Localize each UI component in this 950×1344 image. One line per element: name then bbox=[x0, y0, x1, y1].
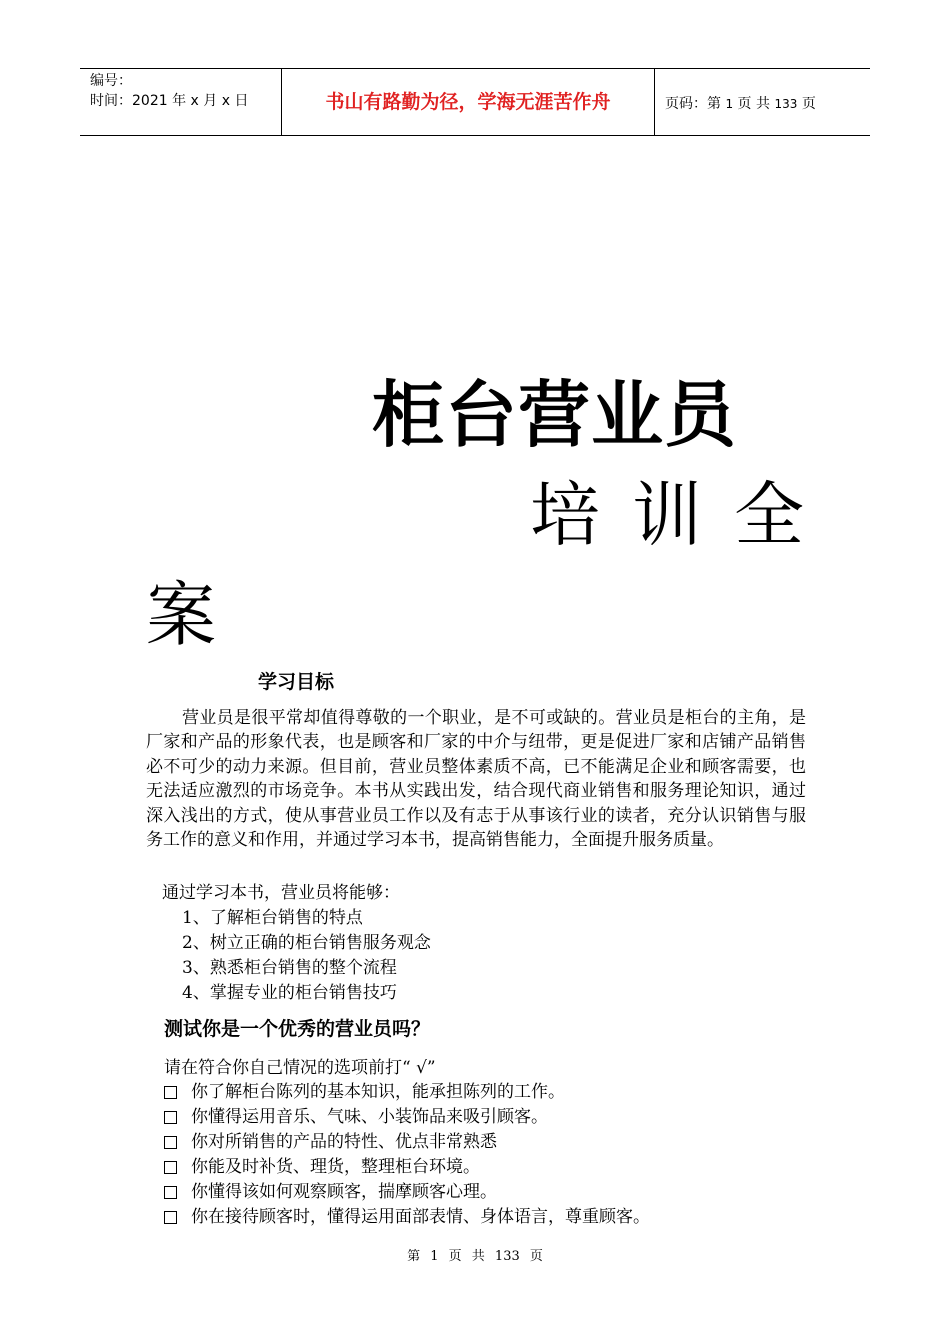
page-footer: 第 1 页 共 133 页 bbox=[407, 1249, 543, 1264]
checklist-item-label: 你在接待顾客时，懂得运用面部表情、身体语言，尊重顾客。 bbox=[191, 1207, 650, 1227]
test-checklist bbox=[160, 1080, 650, 1230]
test-instruction: 请在符合你自己情况的选项前打“ √” bbox=[164, 1058, 436, 1078]
page-middle: 页 共 bbox=[737, 96, 770, 112]
checklist-item-label: 你能及时补货、理货，整理柜台环境。 bbox=[191, 1157, 480, 1177]
list-item: 1、了解柜台销售的特点 bbox=[182, 908, 363, 928]
checkbox[interactable] bbox=[164, 1111, 177, 1124]
checklist-item bbox=[160, 1205, 650, 1230]
document-header bbox=[80, 68, 870, 136]
checkbox[interactable] bbox=[164, 1136, 177, 1149]
objectives-heading: 学习目标 bbox=[258, 671, 335, 693]
title-line-1: 柜台营业员 bbox=[372, 373, 738, 457]
header-meta bbox=[80, 69, 282, 135]
document-number-label: 编号： bbox=[90, 73, 132, 89]
list-item: 4、掌握专业的柜台销售技巧 bbox=[182, 983, 397, 1003]
page-current: 1 bbox=[725, 97, 734, 111]
page-prefix: 页码：第 bbox=[665, 96, 721, 112]
header-page-info bbox=[665, 69, 816, 135]
checklist-item bbox=[160, 1130, 650, 1155]
checklist-item-label: 你懂得运用音乐、气味、小装饰品来吸引顾客。 bbox=[191, 1107, 548, 1127]
list-item: 2、树立正确的柜台销售服务观念 bbox=[182, 933, 431, 953]
header-motto: 书山有路勤为径，学海无涯苦作舟 bbox=[282, 69, 655, 135]
checkbox[interactable] bbox=[164, 1086, 177, 1099]
objectives-lead: 通过学习本书，营业员将能够： bbox=[162, 883, 400, 903]
checklist-item bbox=[160, 1105, 650, 1130]
page-total: 133 bbox=[774, 97, 798, 111]
checklist-item-label: 你懂得该如何观察顾客，揣摩顾客心理。 bbox=[191, 1182, 497, 1202]
checklist-item bbox=[160, 1180, 650, 1205]
list-item: 3、熟悉柜台销售的整个流程 bbox=[182, 958, 397, 978]
objectives-list bbox=[182, 906, 431, 1006]
objectives-intro: 营业员是很平常却值得尊敬的一个职业，是不可或缺的。营业员是柜台的主角，是厂家和产品的形象代表，也是顾客和厂家的中介与纽带，更是促进厂家和店铺产品销售必不可少的动力来源。但目前，营业员整体素质不高，已不能满足企业和顾客需要，也无法适应激烈的市场竞争。本书从实践出发，结合现代商业销售和服务理论知识，通过深入浅出的方式，使从事营业员工作以及有志于从事该行业的读者，充分认识销售与服务工作的意义和作用，并通过学习本书，提高销售能力，全面提升服务质量。 bbox=[146, 708, 806, 851]
checklist-item-label: 你对所销售的产品的特性、优点非常熟悉 bbox=[191, 1132, 497, 1152]
checklist-item-label: 你了解柜台陈列的基本知识，能承担陈列的工作。 bbox=[191, 1082, 565, 1102]
test-heading: 测试你是一个优秀的营业员吗？ bbox=[164, 1018, 431, 1040]
title-line-3: 案 bbox=[146, 574, 216, 656]
checklist-item bbox=[160, 1080, 650, 1105]
title-line-2: 培训全 bbox=[530, 474, 836, 556]
checkbox[interactable] bbox=[164, 1211, 177, 1224]
document-date: 时间：2021 年 x 月 x 日 bbox=[90, 93, 249, 109]
checklist-item bbox=[160, 1155, 650, 1180]
checkbox[interactable] bbox=[164, 1161, 177, 1174]
page-suffix: 页 bbox=[801, 96, 816, 112]
checkbox[interactable] bbox=[164, 1186, 177, 1199]
